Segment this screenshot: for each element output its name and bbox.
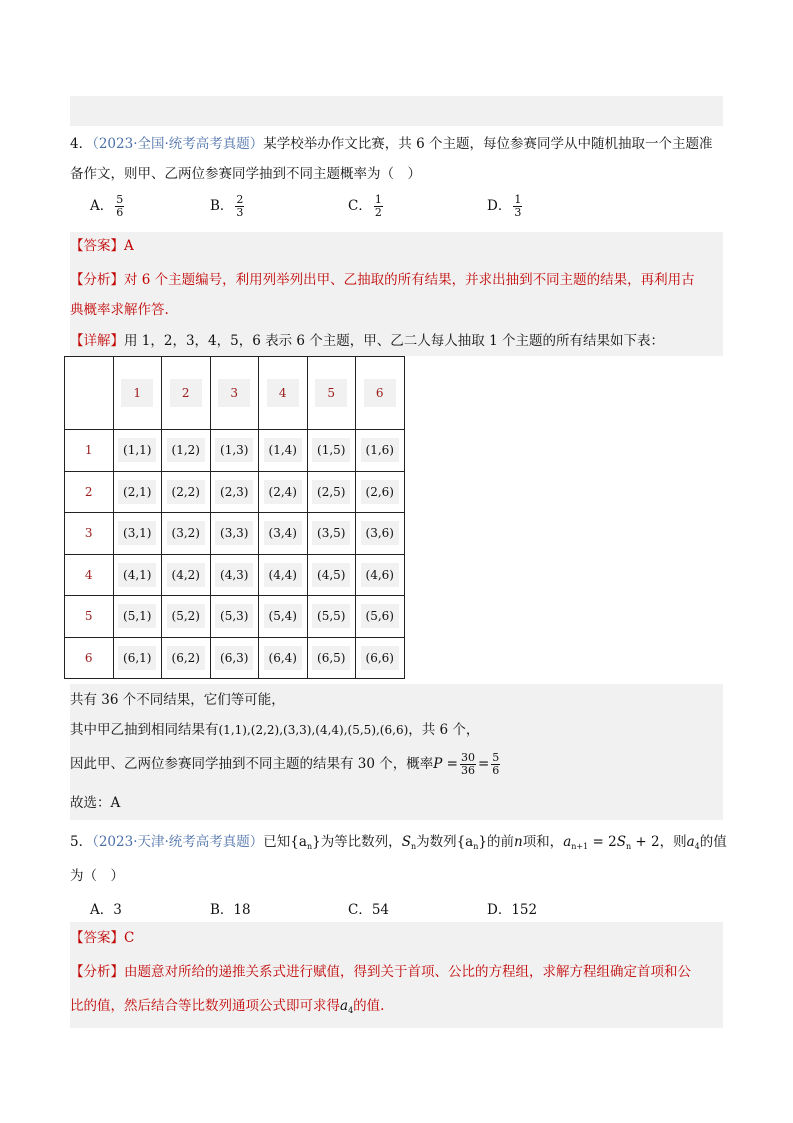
- table-cell: (6,3): [210, 637, 259, 679]
- table-cell: (1,2): [162, 430, 211, 472]
- table-cell: (3,4): [259, 513, 308, 555]
- table-header-row: [65, 357, 405, 430]
- row-label: 5: [65, 596, 114, 638]
- previous-solution-band: [70, 96, 723, 126]
- table-cell: (5,2): [162, 596, 211, 638]
- q4-stem-line1: [70, 134, 712, 154]
- table-cell: (5,3): [210, 596, 259, 638]
- table-cell: (4,4): [259, 554, 308, 596]
- q4-option-a[interactable]: A． $\frac{5}{6}$: [90, 193, 124, 219]
- table-cell: (4,3): [210, 554, 259, 596]
- q5-option-a[interactable]: A．3: [90, 902, 122, 918]
- table-cell: (4,1): [113, 554, 162, 596]
- probability-fraction: $\frac{30}{36}$: [460, 751, 475, 777]
- table-cell: (1,4): [259, 430, 308, 472]
- table-cell: (3,5): [307, 513, 356, 555]
- q5-option-b[interactable]: B．18: [210, 902, 251, 918]
- option-fraction: $\frac{5}{6}$: [116, 193, 124, 219]
- row-label: 2: [65, 471, 114, 513]
- detail-tag: 【详解】: [70, 333, 124, 349]
- table-header-cell: 4: [259, 357, 308, 430]
- q5-analysis-line1: 【分析】由题意对所给的递推关系式进行赋值，得到关于首项、公比的方程组，求解方程组确定首项和公: [70, 964, 691, 980]
- table-cell: (6,1): [113, 637, 162, 679]
- table-cell: (6,6): [356, 637, 405, 679]
- table-cell: (2,5): [307, 471, 356, 513]
- q4-result-line2: 其中甲乙抽到相同结果有(1,1),(2,2),(3,3),(4,4),(5,5),(6,6)，共 6 个，: [70, 722, 480, 738]
- q4-option-b[interactable]: B． $\frac{2}{3}$: [210, 193, 244, 219]
- table-header-cell: 6: [356, 357, 405, 430]
- q5-option-d[interactable]: D．152: [487, 902, 538, 918]
- table-cell: (5,6): [356, 596, 405, 638]
- table-row: [65, 637, 405, 679]
- table-cell: (2,2): [162, 471, 211, 513]
- table-row: [65, 513, 405, 555]
- q5-stem-line1: 5．（2023·天津·统考高考真题）已知$\{a_n\}$为等比数列，$S_n$为数列$\{a_n\}$的前n项和，$a_{n+1} = 2S_n + 2$，则$a_4$的值: [70, 834, 727, 851]
- q5-option-c[interactable]: C．54: [348, 902, 390, 918]
- answer-value: C: [124, 930, 135, 946]
- q5-source: （2023·天津·统考高考真题）: [92, 834, 264, 850]
- table-cell: (1,3): [210, 430, 259, 472]
- table-header-cell: 3: [210, 357, 259, 430]
- q4-analysis-line1: 【分析】对 6 个主题编号，利用列举列出甲、乙抽取的所有结果，并求出抽到不同主题的结果，再利用古: [70, 272, 695, 288]
- table-header-cell: 1: [113, 357, 162, 430]
- q4-option-d[interactable]: D． $\frac{1}{3}$: [487, 193, 522, 219]
- answer-tag: 【答案】: [70, 930, 124, 946]
- table-row: [65, 596, 405, 638]
- q4-detail: 【详解】用 1，2，3，4，5，6 表示 6 个主题，甲、乙二人每人抽取 1 个主题的所有结果如下表：: [70, 333, 664, 349]
- q4-option-c[interactable]: C． $\frac{1}{2}$: [348, 193, 382, 219]
- analysis-tag: 【分析】: [70, 272, 124, 288]
- q5-analysis-line2: 比的值，然后结合等比数列通项公式即可求得$a_4$的值.: [70, 998, 385, 1015]
- row-label: 6: [65, 637, 114, 679]
- table-cell: (3,6): [356, 513, 405, 555]
- q4-number: 4．: [70, 136, 93, 152]
- probability-fraction: $\frac{5}{6}$: [492, 751, 500, 777]
- table-cell: (5,4): [259, 596, 308, 638]
- option-fraction: $\frac{1}{2}$: [374, 193, 382, 219]
- table-corner-cell: [65, 357, 114, 430]
- table-cell: (1,5): [307, 430, 356, 472]
- table-header-cell: 2: [162, 357, 211, 430]
- table-cell: (2,3): [210, 471, 259, 513]
- table-cell: (2,4): [259, 471, 308, 513]
- q4-choice: 故选：A: [70, 795, 121, 811]
- q4-stem-line2: 备作文，则甲、乙两位参赛同学抽到不同主题概率为（ ）: [70, 166, 421, 182]
- table-cell: (4,6): [356, 554, 405, 596]
- q4-source: （2023·全国·统考高考真题）: [92, 136, 264, 152]
- table-cell: (3,2): [162, 513, 211, 555]
- option-fraction: $\frac{2}{3}$: [236, 193, 244, 219]
- q4-result-line1: 共有 36 个不同结果，它们等可能，: [70, 692, 285, 708]
- option-fraction: $\frac{1}{3}$: [514, 193, 522, 219]
- table-cell: (6,2): [162, 637, 211, 679]
- outcome-table: [64, 356, 405, 679]
- analysis-tag: 【分析】: [70, 964, 124, 980]
- row-label: 4: [65, 554, 114, 596]
- q4-answer: [70, 236, 134, 256]
- answer-value: A: [124, 238, 134, 254]
- table-cell: (5,5): [307, 596, 356, 638]
- table-row: [65, 554, 405, 596]
- table-cell: (2,6): [356, 471, 405, 513]
- table-cell: (4,2): [162, 554, 211, 596]
- table-cell: (3,1): [113, 513, 162, 555]
- table-cell: (2,1): [113, 471, 162, 513]
- table-cell: (3,3): [210, 513, 259, 555]
- q5-answer: [70, 928, 134, 948]
- row-label: 3: [65, 513, 114, 555]
- q4-result-line3: 因此甲、乙两位参赛同学抽到不同主题的结果有 30 个，概率P = $\frac{30}{36}$ = $\frac{5}{6}$: [70, 751, 500, 777]
- table-cell: (6,4): [259, 637, 308, 679]
- answer-tag: 【答案】: [70, 238, 124, 254]
- table-row: [65, 471, 405, 513]
- q5-stem-line2: 为（ ）: [70, 868, 124, 884]
- q4-analysis-line2: 典概率求解作答.: [70, 302, 169, 318]
- table-cell: (5,1): [113, 596, 162, 638]
- table-cell: (6,5): [307, 637, 356, 679]
- table-cell: (4,5): [307, 554, 356, 596]
- table-header-cell: 5: [307, 357, 356, 430]
- q5-number: 5．: [70, 834, 93, 850]
- table-cell: (1,1): [113, 430, 162, 472]
- table-row: [65, 430, 405, 472]
- row-label: 1: [65, 430, 114, 472]
- table-cell: (1,6): [356, 430, 405, 472]
- q4-text-line1: 某学校举办作文比赛，共 6 个主题，每位参赛同学从中随机抽取一个主题准: [263, 136, 713, 152]
